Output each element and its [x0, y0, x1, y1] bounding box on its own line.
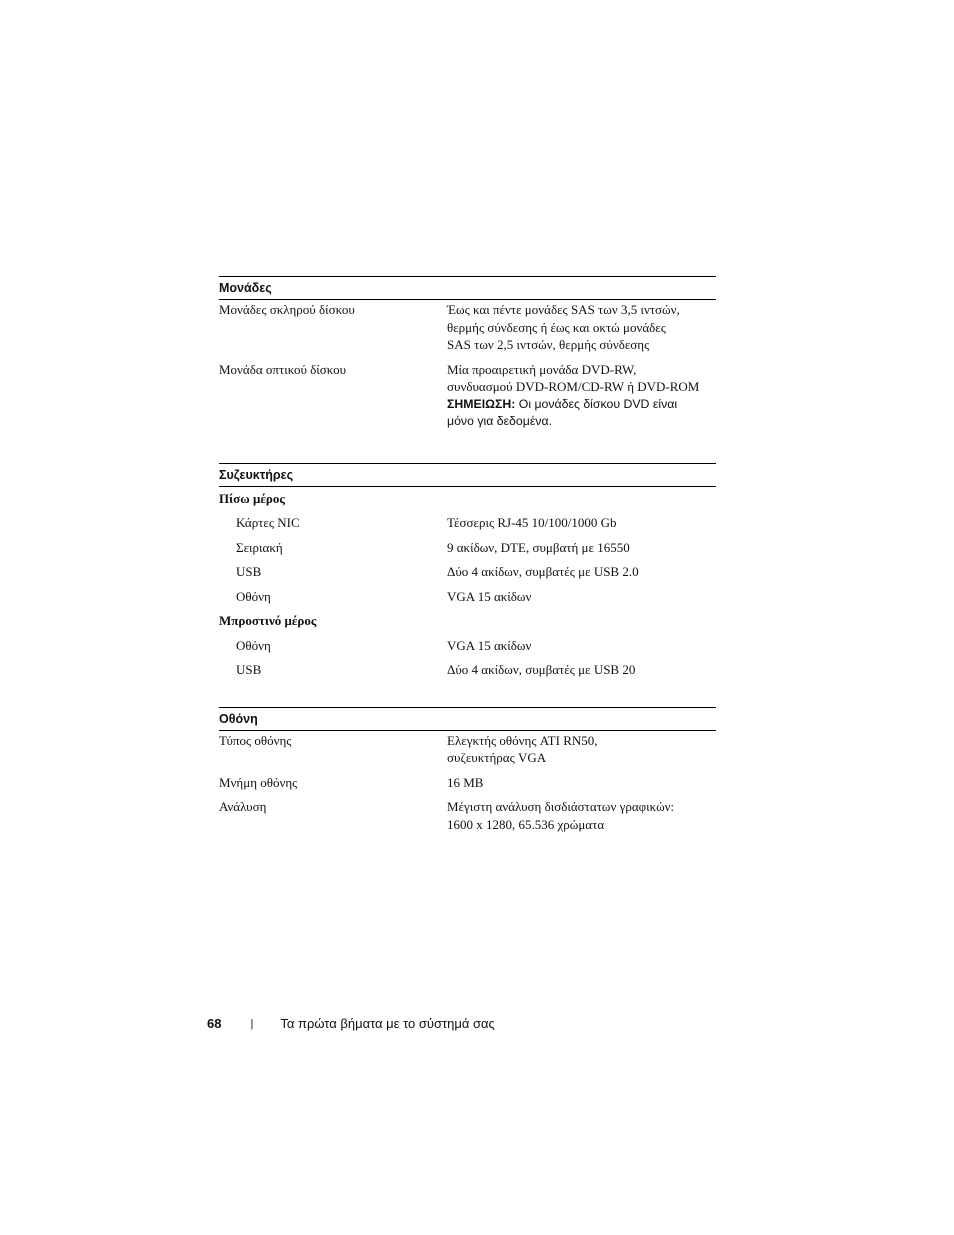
spec-value: Μία προαιρετική μονάδα DVD-RW, συνδυασμού DVD-ROM/CD-RW ή DVD-ROM ΣΗΜΕΙΩΣΗ: Οι μονάδες δίσκου DVD είναι μόνο για δεδομένα.	[447, 361, 716, 431]
section-header-drives: Μονάδες	[219, 276, 716, 300]
subsection-rear: Πίσω μέρος	[219, 490, 285, 506]
page-footer	[207, 1016, 495, 1031]
subsection-front: Μπροστινό μέρος	[219, 613, 317, 628]
spec-row: USB Δύο 4 ακίδων, συμβατές με USB 2.0	[236, 564, 639, 579]
spec-value: Έως και πέντε μονάδες SAS των 3,5 ιντσών, θερμής σύνδεσης ή έως και οκτώ μονάδες SAS των 2,5 ιντσών, θερμής σύνδεσης	[447, 302, 680, 352]
page-number: 68	[207, 1016, 222, 1031]
spec-label: Μονάδα οπτικού δίσκου	[219, 361, 347, 377]
spec-row-video-type: Τύπος οθόνης Ελεγκτής οθόνης ATI RN50, συζευκτήρας VGA	[219, 732, 598, 765]
spec-label: Μονάδες σκληρού δίσκου	[219, 302, 355, 317]
spec-row-resolution: Ανάλυση Μέγιστη ανάλυση δισδιάστατων γραφικών: 1600 x 1280, 65.536 χρώματα	[219, 799, 675, 832]
section-video	[219, 732, 716, 834]
spec-row-optical	[219, 361, 716, 431]
footer-separator: |	[250, 1017, 254, 1030]
note-label: ΣΗΜΕΙΩΣΗ:	[447, 396, 516, 411]
spec-row-video-memory: Μνήμη οθόνης 16 MB	[219, 774, 484, 790]
spec-tables	[219, 276, 716, 833]
spec-row: USB Δύο 4 ακίδων, συμβατές με USB 20	[236, 662, 636, 677]
section-header-video: Οθόνη	[219, 707, 716, 731]
spec-row: Σειριακή 9 ακίδων, DTE, συμβατή με 16550	[236, 539, 630, 555]
spec-row-hdd	[219, 301, 716, 354]
spec-row: Οθόνη VGA 15 ακίδων	[236, 637, 532, 653]
note: ΣΗΜΕΙΩΣΗ: Οι μονάδες δίσκου DVD είναι	[447, 396, 678, 411]
spec-row: Κάρτες NIC Τέσσερις RJ-45 10/100/1000 Gb	[236, 515, 617, 530]
section-drives	[219, 301, 716, 431]
footer-title: Τα πρώτα βήματα με το σύστημά σας	[280, 1016, 495, 1031]
section-header-connectors: Συζευκτήρες	[219, 463, 716, 487]
section-connectors	[219, 490, 716, 679]
spec-row: Οθόνη VGA 15 ακίδων	[236, 588, 532, 604]
